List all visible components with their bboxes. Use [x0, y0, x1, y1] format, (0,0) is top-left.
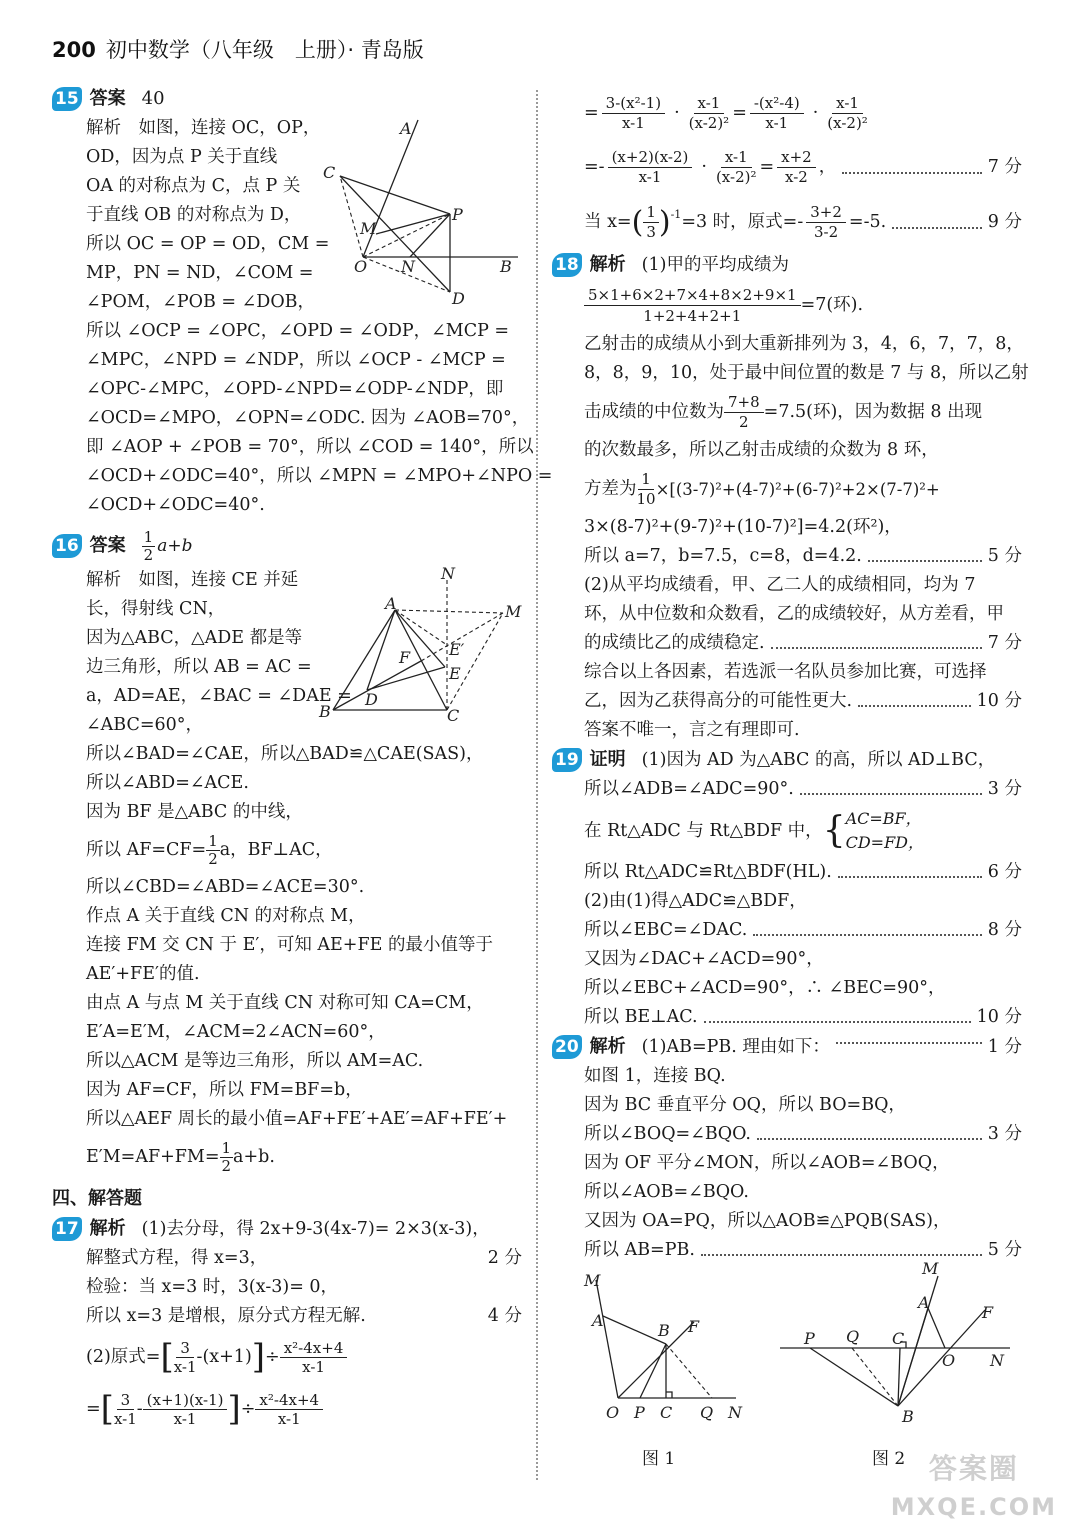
analysis-label: 解析	[89, 1218, 126, 1239]
score: 8 分	[987, 920, 1022, 940]
fraction-denominator: 2	[208, 849, 218, 868]
text-span: =7.5(环)，因为数据 8 出现	[763, 401, 983, 422]
text-line: 环，从中位数和众数看，乙的成绩较好，从方差看，甲	[584, 604, 1004, 624]
fraction-numerator: x-1	[832, 94, 863, 114]
text-line: ∠POM，∠POB = ∠DOB，	[86, 292, 316, 312]
text-line: 长，得射线 CN，	[86, 599, 226, 619]
fraction-denominator: x-1	[765, 113, 789, 132]
math-line: =- $\frac{(x+2)(x-2)}{x-1}$ · $\frac{x-1}{\text{(x-2)²}}$ = $\frac{x+2}{x-2}$ ， 7 分	[584, 147, 1022, 186]
analysis-label: 解析	[589, 1036, 626, 1057]
question-20	[552, 1032, 1022, 1265]
text-line: E′A=E′M，∠ACM=2∠ACN=60°，	[86, 1022, 386, 1042]
fraction-numerator: x²-4x+4	[255, 1391, 323, 1410]
text-line	[552, 775, 1022, 804]
score: 10 分	[976, 1007, 1022, 1027]
column-divider	[536, 90, 538, 1480]
fraction-numerator: 1	[208, 831, 218, 850]
text-line: 又因为 OA=PQ，所以△AOB≌△PQB(SAS)，	[584, 1211, 951, 1231]
fraction-numerator: x-1	[721, 148, 752, 168]
answer-label: 答案	[89, 535, 126, 556]
fraction-numerator: (x+2)(x-2)	[608, 148, 693, 168]
text-span: (2)原式=	[86, 1346, 161, 1367]
score: 2 分	[487, 1248, 522, 1268]
text-span: =3 时，原式=	[681, 211, 798, 232]
text-line: (1)因为 AD 为△ABC 的高，所以 AD⊥BC，	[641, 749, 996, 770]
text-line: 如图 1，连接 BQ.	[584, 1066, 726, 1086]
text-line: ∠OCD+∠ODC=40°，所以 ∠MPN = ∠MPO+∠NPO =	[86, 466, 553, 486]
text-line: 检验：当 x=3 时，3(x-3)= 0，	[86, 1277, 339, 1297]
question-19	[552, 745, 1022, 1032]
label-p: P	[452, 205, 463, 224]
fraction-denominator: x-1	[173, 1409, 197, 1428]
question-badge: 18	[552, 253, 582, 277]
fraction-numerator: -(x²-4)	[750, 94, 804, 114]
label-e-prime: E′	[449, 640, 465, 659]
label-o: O	[942, 1351, 956, 1370]
text-span: ×[(3-7)²+(4-7)²+(6-7)²+2×(7-7)²+	[655, 479, 940, 499]
text-line: 所以△AEF 周长的最小值=AF+FE′+AE′=AF+FE′+	[86, 1109, 508, 1129]
watermark	[891, 1450, 1057, 1526]
text-line: (1)AB=PB. 理由如下：	[641, 1036, 830, 1057]
text-line: OD，因为点 P 关于直线	[86, 147, 278, 167]
text-line: 边三角形，所以 AB = AC =	[86, 657, 312, 677]
ray-of	[618, 1322, 694, 1398]
text-line: ∠OCD=∠MPO，∠OPN=∠ODC. 因为 ∠AOB=70°，	[86, 408, 530, 428]
system-eq-1: AC=BF，	[845, 809, 922, 828]
label-e: E	[449, 664, 461, 683]
label-c: C	[447, 706, 460, 725]
score: 6 分	[987, 862, 1022, 882]
label-c: C	[323, 163, 336, 182]
dashed-cm	[447, 613, 503, 710]
math-line	[552, 280, 1022, 330]
text-line	[552, 1003, 1022, 1032]
label-a: A	[918, 1293, 930, 1312]
text-span: 方差为	[584, 478, 637, 499]
text-line: 3×(8-7)²+(9-7)²+(10-7)²]=4.2(环²)，	[584, 517, 902, 537]
text-line	[552, 629, 1022, 658]
watermark-line-2: MXQE.COM	[890, 1493, 1057, 1521]
text-span: E′M=AF+FM=	[86, 1147, 220, 1167]
segment-bc	[898, 1348, 900, 1406]
text-span: 所以 x=3 是增根，原分式方程无解.	[86, 1306, 366, 1326]
text-span: 所以 AF=CF=	[86, 840, 207, 860]
math-line: = $\frac{\text{3-(x²-1)}}{x-1}$ · $\frac{x-1}{\text{(x-2)²}}$ = $\frac{\text{-(x²-4)}}{x-1}$ · $\frac{x-1}{\text{(x-2)²}}$	[584, 93, 868, 132]
segment-ab	[898, 1308, 928, 1406]
figure-2-q20	[780, 1258, 1030, 1428]
fraction-denominator: x-1	[113, 1409, 137, 1428]
label-n: N	[401, 257, 415, 276]
fraction-numerator: (x+1)(x-1)	[143, 1391, 228, 1410]
text-line: MP，PN = ND，∠COM =	[86, 263, 314, 283]
fraction-numerator: x²-4x+4	[280, 1339, 348, 1358]
score: 3 分	[987, 779, 1022, 799]
label-f: F	[688, 1317, 700, 1336]
text-line: ∠OCD+∠ODC=40°.	[86, 495, 265, 515]
watermark-line-1: 答案圈	[928, 1452, 1019, 1485]
text-line: 于直线 OB 的对称点为 D，	[86, 205, 302, 225]
figure-q16	[315, 565, 530, 725]
score: 7 分	[987, 633, 1022, 653]
fraction-denominator: (x-2)²	[827, 113, 868, 132]
text-span: 乙，因为乙获得高分的可能性更大.	[584, 691, 853, 711]
segment-mp	[376, 214, 450, 234]
label-b: B	[658, 1321, 670, 1340]
text-span: 所以∠ADB=∠ADC=90°.	[584, 779, 794, 799]
text-line: 综合以上各因素，若选派一名队员参加比赛，可选择	[584, 662, 987, 682]
figure-q15	[318, 112, 528, 312]
text-line	[52, 1134, 522, 1180]
fraction-denominator: 1+2+4+2+1	[643, 306, 742, 325]
segment-cp	[340, 176, 450, 214]
ray-om	[596, 1280, 618, 1398]
question-17	[52, 1214, 522, 1435]
text-line: 因为 AF=CF，所以 FM=BF=b，	[86, 1080, 363, 1100]
math-line: 在 Rt△ADC 与 Rt△BDF 中， { AC=BF， CD=FD，	[552, 804, 1022, 858]
question-badge: 19	[552, 748, 582, 772]
label-d: D	[452, 289, 465, 308]
text-span: ÷	[265, 1346, 280, 1367]
fraction-numerator: 1	[221, 1138, 232, 1157]
fraction-denominator: 10	[636, 489, 656, 508]
label-a: A	[592, 1311, 604, 1330]
question-18	[552, 250, 1029, 745]
text-line: 因为 BF 是△ABC 的中线，	[86, 802, 303, 822]
text-span: 当 x=	[584, 211, 632, 232]
text-span: 击成绩的中位数为	[584, 401, 724, 422]
label-o: O	[354, 257, 368, 276]
text-line: 因为 BC 垂直平分 OQ，所以 BO=BQ，	[584, 1095, 906, 1115]
label-d: D	[365, 690, 378, 709]
text-span: 所以∠EBC=∠DAC.	[584, 920, 748, 940]
text-line: 乙射击的成绩从小到大重新排列为 3，4，6，7，7，8，	[584, 334, 1024, 354]
text-line: 因为△ABC，△ADE 都是等	[86, 628, 303, 648]
dashed-bq	[666, 1344, 712, 1398]
label-n: N	[990, 1351, 1004, 1370]
fraction-numerator: 3-(x²-1)	[602, 94, 665, 114]
text-span: a+b.	[233, 1147, 275, 1167]
label-b: B	[500, 257, 512, 276]
figure-1-caption: 图 1	[642, 1449, 676, 1469]
fraction-denominator: (x-2)²	[715, 167, 757, 186]
text-line: 所以∠EBC+∠ACD=90°，∴ ∠BEC=90°，	[584, 978, 946, 998]
text-line	[552, 687, 1022, 716]
label-m: M	[922, 1259, 939, 1278]
text-line: 即 ∠AOP + ∠POB = 70°，所以 ∠COD = 140°，所以	[86, 437, 534, 457]
fraction-numerator: 3	[117, 1391, 135, 1410]
text-span: 所以∠BOQ=∠BQO.	[584, 1124, 751, 1144]
math-line: 当 x= ( $\frac{1}{3}$ ) $^{-1}$ =3 时，原式= - $\frac{3+2}{3-2}$ =-5. 9 分	[584, 202, 1022, 241]
text-line	[552, 1120, 1022, 1149]
text-line: 连接 FM 交 CN 于 E′，可知 AE+FE 的最小值等于	[86, 935, 493, 955]
text-line: ∠OPC-∠MPC，∠OPD-∠NPD=∠ODP-∠NDP，即	[86, 379, 504, 399]
figure-2-caption: 图 2	[872, 1449, 906, 1469]
fraction-denominator: x-1	[277, 1409, 301, 1428]
fraction-numerator: 3+2	[806, 203, 846, 223]
text-line	[552, 542, 1022, 571]
text-line	[52, 1244, 522, 1273]
label-b: B	[902, 1407, 914, 1426]
segment-np	[410, 214, 450, 257]
segment-de	[367, 667, 445, 690]
proof-label: 证明	[589, 749, 626, 770]
text-line: 所以∠CBD=∠ABD=∠ACE=30°.	[86, 877, 365, 897]
segment-ab	[603, 1316, 666, 1344]
fraction-denominator: 2	[143, 545, 154, 564]
figure-1-q20	[578, 1268, 758, 1428]
segment-pb	[640, 1344, 666, 1398]
text-line: ∠MPC，∠NPD = ∠NDP，所以 ∠OCP - ∠MCP =	[86, 350, 506, 370]
text-line: (1)去分母，得 2x+9-3(4x-7)= 2×3(x-3)，	[141, 1218, 490, 1239]
label-q: Q	[700, 1403, 714, 1422]
fraction-denominator: x-1	[173, 1357, 197, 1376]
text-line: a，AD=AE，∠BAC = ∠DAE =	[86, 686, 352, 706]
text-line: 8，8，9，10，处于最中间位置的数是 7 与 8，所以乙射	[584, 363, 1029, 383]
fraction-numerator: 1	[643, 203, 659, 223]
text-line: 所以∠AOB=∠BQO.	[584, 1182, 749, 1202]
book-title: 初中数学（八年级 上册）· 青岛版	[105, 38, 424, 62]
text-line: OA 的对称点为 C，点 P 关	[86, 176, 301, 196]
fraction-denominator: 3-2	[814, 222, 839, 241]
answer-label: 答案	[89, 88, 126, 109]
fraction-denominator: 2	[739, 412, 749, 431]
page-number: 200	[52, 38, 96, 62]
question-badge: 16	[52, 534, 82, 558]
text-span: 的成绩比乙的成绩稳定.	[584, 633, 765, 653]
label-b: B	[319, 702, 331, 721]
label-f: F	[982, 1303, 994, 1322]
text-line: 解析 如图，连接 OC，OP，	[86, 118, 321, 138]
fraction-numerator: 5×1+6×2+7×4+8×2+9×1	[584, 285, 801, 306]
fraction-denominator: 2	[221, 1156, 232, 1175]
analysis-label: 解析	[589, 254, 626, 275]
fraction-denominator: 3	[646, 222, 656, 241]
text-line: 解析 如图，连接 CE 并延	[86, 570, 299, 590]
side-ab	[333, 610, 395, 710]
label-p: P	[804, 1329, 815, 1348]
label-m: M	[360, 219, 377, 238]
math-line: = [ $\frac{3}{x-1}$ - $\frac{(x+1)(x-1)}{x-1}$ ] ÷ $\frac{\text{x²-4x+4}}{x-1}$	[52, 1383, 522, 1435]
fraction-numerator: 3	[176, 1339, 194, 1358]
fraction-numerator: 7+8	[724, 393, 764, 413]
label-c: C	[892, 1329, 905, 1348]
text-span: 所以 Rt△ADC≌Rt△BDF(HL).	[584, 862, 832, 882]
answer-value: 40	[141, 88, 165, 109]
text-line: 所以 ∠OCP = ∠OPC，∠OPD = ∠ODP，∠MCP =	[86, 321, 510, 341]
text-span: 所以 AB=PB.	[584, 1240, 695, 1260]
dashed-am	[395, 610, 503, 613]
text-line	[552, 858, 1022, 887]
label-o: O	[606, 1403, 620, 1422]
dashed-qb	[852, 1348, 898, 1406]
fraction-denominator: x-1	[302, 1357, 325, 1376]
score: 1 分	[987, 1036, 1022, 1057]
math-line	[552, 388, 1022, 436]
score: 7 分	[987, 156, 1022, 177]
text-line: (1)甲的平均成绩为	[641, 254, 789, 275]
label-n: N	[728, 1403, 742, 1422]
text-span: a，BF⊥AC，	[219, 840, 333, 860]
text-line: ∠ABC=60°，	[86, 715, 204, 735]
score: 9 分	[987, 211, 1022, 232]
score: 5 分	[987, 1240, 1022, 1260]
text-span: 所以 BE⊥AC.	[584, 1007, 698, 1027]
fraction-denominator: (x-2)²	[688, 113, 730, 132]
score: 5 分	[987, 546, 1022, 566]
fraction-denominator: x-2	[785, 167, 808, 186]
fraction-numerator: 1	[638, 470, 654, 490]
label-q: Q	[846, 1327, 860, 1346]
text-span: 解整式方程，得 x=3，	[86, 1248, 268, 1268]
text-line: 所以∠ABD=∠ACE.	[86, 773, 249, 793]
text-line: 因为 OF 平分∠MON，所以∠AOB=∠BOQ，	[584, 1153, 950, 1173]
label-f: F	[399, 648, 411, 667]
label-n: N	[441, 565, 455, 583]
text-span: =	[86, 1398, 101, 1419]
answer-value: a+b	[157, 536, 193, 556]
fraction-denominator: x-1	[621, 113, 645, 132]
text-line: (2)由(1)得△ADC≌△BDF，	[584, 891, 807, 911]
section-title: 四、解答题	[52, 1188, 142, 1209]
text-line: 所以∠BAD=∠CAE，所以△BAD≌△CAE(SAS)，	[86, 744, 484, 764]
segment-ao	[928, 1308, 945, 1348]
question-badge: 20	[552, 1035, 582, 1059]
text-span: 所以 a=7，b=7.5，c=8，d=4.2.	[584, 546, 862, 566]
fraction-numerator: x+2	[777, 148, 816, 168]
text-line: 所以 OC = OP = OD，CM =	[86, 234, 330, 254]
label-a: A	[385, 594, 397, 613]
question-badge: 17	[52, 1217, 82, 1241]
right-angle-mark	[666, 1392, 672, 1398]
label-c: C	[660, 1403, 673, 1422]
system-eq-2: CD=FD，	[845, 833, 925, 852]
label-p: P	[634, 1403, 645, 1422]
text-span: -(x+1)	[196, 1346, 252, 1367]
label-m: M	[505, 602, 522, 621]
math-line: (2)原式= [ $\frac{3}{x-1}$ -(x+1) ] ÷ $\frac{\text{x²-4x+4}}{x-1}$	[52, 1331, 522, 1383]
fraction-numerator: x-1	[694, 94, 725, 114]
question-badge: 15	[52, 87, 82, 111]
math-line	[552, 465, 1022, 513]
text-line	[52, 1302, 522, 1331]
text-line: (2)从平均成绩看，甲、乙二人的成绩相同，均为 7	[584, 575, 976, 595]
score: 4 分	[487, 1306, 522, 1326]
page-header	[52, 34, 424, 64]
text-line: 又因为∠DAC+∠ACD=90°，	[584, 949, 824, 969]
text-line: 由点 A 与点 M 关于直线 CN 对称可知 CA=CM，	[86, 993, 484, 1013]
label-a: A	[400, 119, 412, 138]
text-line: 答案不唯一，言之有理即可.	[584, 720, 800, 740]
segment-pb	[810, 1348, 898, 1406]
text-line	[52, 827, 522, 873]
text-line	[552, 916, 1022, 945]
text-span: 在 Rt△ADC 与 Rt△BDF 中，	[584, 820, 823, 841]
text-line: 作点 A 关于直线 CN 的对称点 M，	[86, 906, 366, 926]
fraction-denominator: x-1	[638, 167, 662, 186]
score: 10 分	[976, 691, 1022, 711]
fraction-numerator: 1	[143, 527, 154, 546]
text-line: 所以△ACM 是等边三角形，所以 AM=AC.	[86, 1051, 424, 1071]
text-line: 的次数最多，所以乙射击成绩的众数为 8 环，	[584, 440, 939, 460]
text-span: =-5.	[848, 211, 887, 232]
score: 3 分	[987, 1124, 1022, 1144]
label-m: M	[584, 1271, 601, 1290]
right-column	[552, 86, 1029, 1265]
text-line: AE′+FE′的值.	[86, 964, 200, 984]
text-span: =7(环).	[800, 294, 864, 315]
